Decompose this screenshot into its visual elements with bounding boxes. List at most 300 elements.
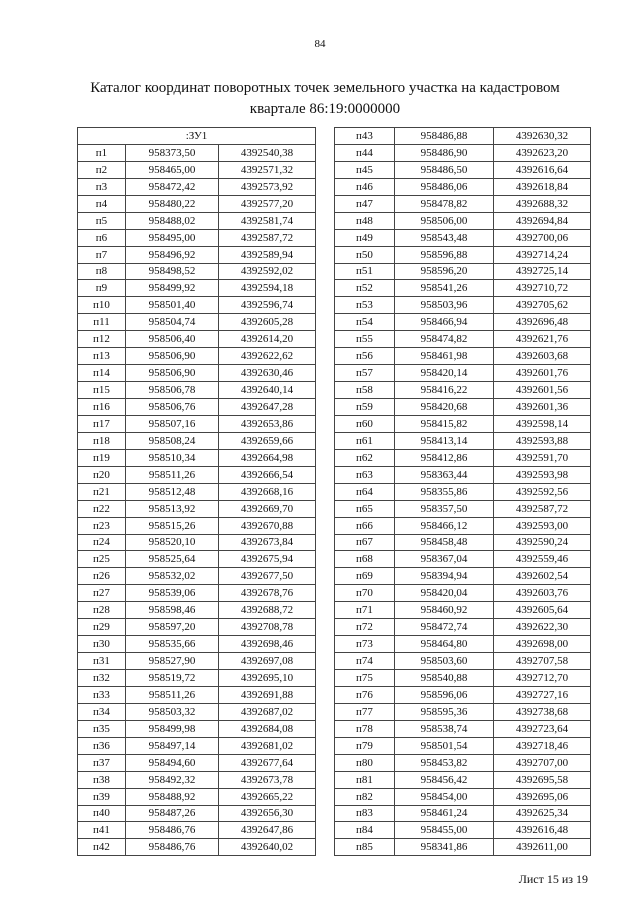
x-coordinate-cell: 958595,36 xyxy=(395,703,494,720)
x-coordinate-cell: 958513,92 xyxy=(126,500,219,517)
y-coordinate-cell: 4392581,74 xyxy=(219,212,316,229)
page-number: 84 xyxy=(314,38,326,50)
x-coordinate-cell: 958363,44 xyxy=(395,466,494,483)
y-coordinate-cell: 4392725,14 xyxy=(494,263,591,280)
x-coordinate-cell: 958464,80 xyxy=(395,636,494,653)
point-id-cell: п77 xyxy=(335,703,395,720)
point-id-cell: п25 xyxy=(78,551,126,568)
x-coordinate-cell: 958357,50 xyxy=(395,500,494,517)
x-coordinate-cell: 958461,98 xyxy=(395,348,494,365)
y-coordinate-cell: 4392603,76 xyxy=(494,585,591,602)
y-coordinate-cell: 4392587,72 xyxy=(494,500,591,517)
table-row xyxy=(335,653,591,670)
point-id-cell: п59 xyxy=(335,399,395,416)
table-row xyxy=(78,449,316,466)
x-coordinate-cell: 958543,48 xyxy=(395,229,494,246)
table-row xyxy=(78,822,316,839)
table-row xyxy=(335,415,591,432)
point-id-cell: п36 xyxy=(78,737,126,754)
table-row xyxy=(335,822,591,839)
point-id-cell: п49 xyxy=(335,229,395,246)
table-header-row xyxy=(78,128,316,145)
point-id-cell: п24 xyxy=(78,534,126,551)
point-id-cell: п56 xyxy=(335,348,395,365)
y-coordinate-cell: 4392684,08 xyxy=(219,720,316,737)
y-coordinate-cell: 4392653,86 xyxy=(219,415,316,432)
y-coordinate-cell: 4392601,36 xyxy=(494,399,591,416)
point-id-cell: п14 xyxy=(78,365,126,382)
x-coordinate-cell: 958504,74 xyxy=(126,314,219,331)
point-id-cell: п18 xyxy=(78,432,126,449)
table-row xyxy=(78,212,316,229)
x-coordinate-cell: 958506,90 xyxy=(126,365,219,382)
table-row xyxy=(78,500,316,517)
y-coordinate-cell: 4392688,32 xyxy=(494,195,591,212)
y-coordinate-cell: 4392670,88 xyxy=(219,517,316,534)
x-coordinate-cell: 958367,04 xyxy=(395,551,494,568)
table-row xyxy=(78,195,316,212)
x-coordinate-cell: 958506,90 xyxy=(126,348,219,365)
table-row xyxy=(335,280,591,297)
y-coordinate-cell: 4392698,46 xyxy=(219,636,316,653)
table-row xyxy=(78,754,316,771)
x-coordinate-cell: 958532,02 xyxy=(126,568,219,585)
y-coordinate-cell: 4392647,28 xyxy=(219,399,316,416)
table-row xyxy=(335,399,591,416)
x-coordinate-cell: 958510,34 xyxy=(126,449,219,466)
point-id-cell: п80 xyxy=(335,754,395,771)
point-id-cell: п64 xyxy=(335,483,395,500)
y-coordinate-cell: 4392677,64 xyxy=(219,754,316,771)
x-coordinate-cell: 958596,06 xyxy=(395,686,494,703)
table-row xyxy=(335,382,591,399)
x-coordinate-cell: 958494,60 xyxy=(126,754,219,771)
table-row xyxy=(78,737,316,754)
y-coordinate-cell: 4392605,28 xyxy=(219,314,316,331)
point-id-cell: п55 xyxy=(335,331,395,348)
table-row xyxy=(78,686,316,703)
x-coordinate-cell: 958455,00 xyxy=(395,822,494,839)
table-row xyxy=(78,415,316,432)
table-row xyxy=(78,619,316,636)
y-coordinate-cell: 4392659,66 xyxy=(219,432,316,449)
point-id-cell: п48 xyxy=(335,212,395,229)
x-coordinate-cell: 958355,86 xyxy=(395,483,494,500)
table-row xyxy=(335,703,591,720)
x-coordinate-cell: 958420,68 xyxy=(395,399,494,416)
x-coordinate-cell: 958474,82 xyxy=(395,331,494,348)
y-coordinate-cell: 4392611,00 xyxy=(494,839,591,856)
y-coordinate-cell: 4392656,30 xyxy=(219,805,316,822)
table-row xyxy=(78,280,316,297)
y-coordinate-cell: 4392678,76 xyxy=(219,585,316,602)
point-id-cell: п46 xyxy=(335,178,395,195)
point-id-cell: п71 xyxy=(335,602,395,619)
table-row xyxy=(78,144,316,161)
point-id-cell: п31 xyxy=(78,653,126,670)
y-coordinate-cell: 4392727,16 xyxy=(494,686,591,703)
point-id-cell: п35 xyxy=(78,720,126,737)
point-id-cell: п3 xyxy=(78,178,126,195)
y-coordinate-cell: 4392577,20 xyxy=(219,195,316,212)
x-coordinate-cell: 958472,42 xyxy=(126,178,219,195)
table-row xyxy=(78,432,316,449)
x-coordinate-cell: 958420,04 xyxy=(395,585,494,602)
x-coordinate-cell: 958486,06 xyxy=(395,178,494,195)
point-id-cell: п41 xyxy=(78,822,126,839)
x-coordinate-cell: 958495,00 xyxy=(126,229,219,246)
sheet-counter: Лист 15 из 19 xyxy=(518,872,588,886)
table-row xyxy=(78,636,316,653)
y-coordinate-cell: 4392559,46 xyxy=(494,551,591,568)
point-id-cell: п40 xyxy=(78,805,126,822)
table-row xyxy=(78,653,316,670)
y-coordinate-cell: 4392673,78 xyxy=(219,771,316,788)
table-row xyxy=(335,331,591,348)
table-row xyxy=(78,788,316,805)
x-coordinate-cell: 958598,46 xyxy=(126,602,219,619)
point-id-cell: п21 xyxy=(78,483,126,500)
y-coordinate-cell: 4392571,32 xyxy=(219,161,316,178)
table-row xyxy=(78,670,316,687)
point-id-cell: п69 xyxy=(335,568,395,585)
y-coordinate-cell: 4392587,72 xyxy=(219,229,316,246)
point-id-cell: п11 xyxy=(78,314,126,331)
y-coordinate-cell: 4392621,76 xyxy=(494,331,591,348)
point-id-cell: п51 xyxy=(335,263,395,280)
table-row xyxy=(335,466,591,483)
table-row xyxy=(78,263,316,280)
point-id-cell: п72 xyxy=(335,619,395,636)
x-coordinate-cell: 958472,74 xyxy=(395,619,494,636)
y-coordinate-cell: 4392665,22 xyxy=(219,788,316,805)
table-row xyxy=(335,212,591,229)
table-row xyxy=(78,771,316,788)
x-coordinate-cell: 958492,32 xyxy=(126,771,219,788)
x-coordinate-cell: 958527,90 xyxy=(126,653,219,670)
point-id-cell: п57 xyxy=(335,365,395,382)
y-coordinate-cell: 4392593,88 xyxy=(494,432,591,449)
point-id-cell: п61 xyxy=(335,432,395,449)
point-id-cell: п28 xyxy=(78,602,126,619)
table-row xyxy=(78,839,316,856)
table-row xyxy=(78,805,316,822)
x-coordinate-cell: 958341,86 xyxy=(395,839,494,856)
y-coordinate-cell: 4392622,62 xyxy=(219,348,316,365)
x-coordinate-cell: 958487,26 xyxy=(126,805,219,822)
x-coordinate-cell: 958486,76 xyxy=(126,822,219,839)
y-coordinate-cell: 4392640,14 xyxy=(219,382,316,399)
point-id-cell: п45 xyxy=(335,161,395,178)
x-coordinate-cell: 958541,26 xyxy=(395,280,494,297)
y-coordinate-cell: 4392594,18 xyxy=(219,280,316,297)
x-coordinate-cell: 958461,24 xyxy=(395,805,494,822)
y-coordinate-cell: 4392694,84 xyxy=(494,212,591,229)
table-row xyxy=(78,483,316,500)
point-id-cell: п60 xyxy=(335,415,395,432)
point-id-cell: п73 xyxy=(335,636,395,653)
point-id-cell: п37 xyxy=(78,754,126,771)
x-coordinate-cell: 958488,02 xyxy=(126,212,219,229)
table-row xyxy=(78,466,316,483)
x-coordinate-cell: 958503,60 xyxy=(395,653,494,670)
y-coordinate-cell: 4392602,54 xyxy=(494,568,591,585)
y-coordinate-cell: 4392640,02 xyxy=(219,839,316,856)
table-row xyxy=(335,246,591,263)
table-row xyxy=(335,551,591,568)
table-row xyxy=(335,619,591,636)
point-id-cell: п12 xyxy=(78,331,126,348)
x-coordinate-cell: 958507,16 xyxy=(126,415,219,432)
y-coordinate-cell: 4392592,02 xyxy=(219,263,316,280)
table-row xyxy=(335,297,591,314)
point-id-cell: п34 xyxy=(78,703,126,720)
table-row xyxy=(335,737,591,754)
x-coordinate-cell: 958538,74 xyxy=(395,720,494,737)
y-coordinate-cell: 4392688,72 xyxy=(219,602,316,619)
table-row xyxy=(335,636,591,653)
x-coordinate-cell: 958466,12 xyxy=(395,517,494,534)
table-row xyxy=(335,517,591,534)
point-id-cell: п8 xyxy=(78,263,126,280)
table-row xyxy=(335,263,591,280)
y-coordinate-cell: 4392603,68 xyxy=(494,348,591,365)
table-row xyxy=(335,195,591,212)
table-row xyxy=(335,720,591,737)
table-row xyxy=(78,348,316,365)
point-id-cell: п27 xyxy=(78,585,126,602)
table-row xyxy=(335,788,591,805)
x-coordinate-cell: 958525,64 xyxy=(126,551,219,568)
x-coordinate-cell: 958535,66 xyxy=(126,636,219,653)
x-coordinate-cell: 958506,76 xyxy=(126,399,219,416)
x-coordinate-cell: 958540,88 xyxy=(395,670,494,687)
point-id-cell: п10 xyxy=(78,297,126,314)
y-coordinate-cell: 4392647,86 xyxy=(219,822,316,839)
y-coordinate-cell: 4392714,24 xyxy=(494,246,591,263)
x-coordinate-cell: 958501,54 xyxy=(395,737,494,754)
x-coordinate-cell: 958499,92 xyxy=(126,280,219,297)
x-coordinate-cell: 958453,82 xyxy=(395,754,494,771)
point-id-cell: п4 xyxy=(78,195,126,212)
point-id-cell: п13 xyxy=(78,348,126,365)
y-coordinate-cell: 4392618,84 xyxy=(494,178,591,195)
y-coordinate-cell: 4392708,78 xyxy=(219,619,316,636)
y-coordinate-cell: 4392598,14 xyxy=(494,415,591,432)
y-coordinate-cell: 4392590,24 xyxy=(494,534,591,551)
x-coordinate-cell: 958373,50 xyxy=(126,144,219,161)
point-id-cell: п70 xyxy=(335,585,395,602)
table-row xyxy=(335,348,591,365)
x-coordinate-cell: 958498,52 xyxy=(126,263,219,280)
point-id-cell: п54 xyxy=(335,314,395,331)
y-coordinate-cell: 4392623,20 xyxy=(494,144,591,161)
y-coordinate-cell: 4392601,76 xyxy=(494,365,591,382)
y-coordinate-cell: 4392696,48 xyxy=(494,314,591,331)
table-row xyxy=(335,771,591,788)
table-row xyxy=(335,144,591,161)
y-coordinate-cell: 4392592,56 xyxy=(494,483,591,500)
y-coordinate-cell: 4392705,62 xyxy=(494,297,591,314)
table-row xyxy=(335,178,591,195)
y-coordinate-cell: 4392677,50 xyxy=(219,568,316,585)
table-row xyxy=(78,297,316,314)
x-coordinate-cell: 958515,26 xyxy=(126,517,219,534)
y-coordinate-cell: 4392616,64 xyxy=(494,161,591,178)
point-id-cell: п23 xyxy=(78,517,126,534)
y-coordinate-cell: 4392718,46 xyxy=(494,737,591,754)
y-coordinate-cell: 4392540,38 xyxy=(219,144,316,161)
point-id-cell: п52 xyxy=(335,280,395,297)
x-coordinate-cell: 958486,88 xyxy=(395,128,494,145)
x-coordinate-cell: 958454,00 xyxy=(395,788,494,805)
y-coordinate-cell: 4392673,84 xyxy=(219,534,316,551)
table-row xyxy=(78,399,316,416)
y-coordinate-cell: 4392698,00 xyxy=(494,636,591,653)
x-coordinate-cell: 958478,82 xyxy=(395,195,494,212)
point-id-cell: п84 xyxy=(335,822,395,839)
y-coordinate-cell: 4392738,68 xyxy=(494,703,591,720)
table-row xyxy=(78,161,316,178)
y-coordinate-cell: 4392697,08 xyxy=(219,653,316,670)
x-coordinate-cell: 958511,26 xyxy=(126,466,219,483)
table-row xyxy=(335,432,591,449)
x-coordinate-cell: 958512,48 xyxy=(126,483,219,500)
point-id-cell: п50 xyxy=(335,246,395,263)
x-coordinate-cell: 958415,82 xyxy=(395,415,494,432)
point-id-cell: п47 xyxy=(335,195,395,212)
point-id-cell: п76 xyxy=(335,686,395,703)
table-row xyxy=(335,161,591,178)
x-coordinate-cell: 958597,20 xyxy=(126,619,219,636)
point-id-cell: п67 xyxy=(335,534,395,551)
point-id-cell: п19 xyxy=(78,449,126,466)
table-row xyxy=(78,534,316,551)
table-row xyxy=(335,805,591,822)
x-coordinate-cell: 958506,40 xyxy=(126,331,219,348)
x-coordinate-cell: 958596,20 xyxy=(395,263,494,280)
table-row xyxy=(78,246,316,263)
point-id-cell: п62 xyxy=(335,449,395,466)
table-row xyxy=(78,517,316,534)
x-coordinate-cell: 958596,88 xyxy=(395,246,494,263)
coordinates-table-left xyxy=(77,127,316,856)
y-coordinate-cell: 4392669,70 xyxy=(219,500,316,517)
y-coordinate-cell: 4392668,16 xyxy=(219,483,316,500)
point-id-cell: п32 xyxy=(78,670,126,687)
y-coordinate-cell: 4392630,32 xyxy=(494,128,591,145)
point-id-cell: п2 xyxy=(78,161,126,178)
y-coordinate-cell: 4392614,20 xyxy=(219,331,316,348)
point-id-cell: п68 xyxy=(335,551,395,568)
point-id-cell: п44 xyxy=(335,144,395,161)
table-row xyxy=(78,585,316,602)
x-coordinate-cell: 958465,00 xyxy=(126,161,219,178)
x-coordinate-cell: 958499,98 xyxy=(126,720,219,737)
point-id-cell: п83 xyxy=(335,805,395,822)
y-coordinate-cell: 4392630,46 xyxy=(219,365,316,382)
x-coordinate-cell: 958412,86 xyxy=(395,449,494,466)
x-coordinate-cell: 958486,76 xyxy=(126,839,219,856)
y-coordinate-cell: 4392666,54 xyxy=(219,466,316,483)
y-coordinate-cell: 4392664,98 xyxy=(219,449,316,466)
table-row xyxy=(335,585,591,602)
table-row xyxy=(335,670,591,687)
x-coordinate-cell: 958520,10 xyxy=(126,534,219,551)
y-coordinate-cell: 4392707,58 xyxy=(494,653,591,670)
y-coordinate-cell: 4392622,30 xyxy=(494,619,591,636)
x-coordinate-cell: 958503,32 xyxy=(126,703,219,720)
x-coordinate-cell: 958456,42 xyxy=(395,771,494,788)
point-id-cell: п82 xyxy=(335,788,395,805)
y-coordinate-cell: 4392596,74 xyxy=(219,297,316,314)
x-coordinate-cell: 958497,14 xyxy=(126,737,219,754)
point-id-cell: п78 xyxy=(335,720,395,737)
x-coordinate-cell: 958519,72 xyxy=(126,670,219,687)
x-coordinate-cell: 958460,92 xyxy=(395,602,494,619)
y-coordinate-cell: 4392700,06 xyxy=(494,229,591,246)
table-row xyxy=(78,365,316,382)
point-id-cell: п85 xyxy=(335,839,395,856)
x-coordinate-cell: 958503,96 xyxy=(395,297,494,314)
y-coordinate-cell: 4392601,56 xyxy=(494,382,591,399)
point-id-cell: п66 xyxy=(335,517,395,534)
point-id-cell: п42 xyxy=(78,839,126,856)
x-coordinate-cell: 958466,94 xyxy=(395,314,494,331)
y-coordinate-cell: 4392616,48 xyxy=(494,822,591,839)
y-coordinate-cell: 4392712,70 xyxy=(494,670,591,687)
table-row xyxy=(335,449,591,466)
table-row xyxy=(78,703,316,720)
table-row xyxy=(335,314,591,331)
point-id-cell: п6 xyxy=(78,229,126,246)
y-coordinate-cell: 4392593,00 xyxy=(494,517,591,534)
y-coordinate-cell: 4392589,94 xyxy=(219,246,316,263)
parcel-label: :ЗУ1 xyxy=(78,128,316,145)
y-coordinate-cell: 4392593,98 xyxy=(494,466,591,483)
table-row xyxy=(335,568,591,585)
point-id-cell: п39 xyxy=(78,788,126,805)
point-id-cell: п81 xyxy=(335,771,395,788)
point-id-cell: п17 xyxy=(78,415,126,432)
table-row xyxy=(335,229,591,246)
page-title xyxy=(60,78,590,120)
point-id-cell: п79 xyxy=(335,737,395,754)
point-id-cell: п7 xyxy=(78,246,126,263)
table-row xyxy=(78,178,316,195)
table-row xyxy=(335,365,591,382)
y-coordinate-cell: 4392675,94 xyxy=(219,551,316,568)
y-coordinate-cell: 4392681,02 xyxy=(219,737,316,754)
point-id-cell: п53 xyxy=(335,297,395,314)
table-row xyxy=(78,602,316,619)
point-id-cell: п16 xyxy=(78,399,126,416)
point-id-cell: п58 xyxy=(335,382,395,399)
point-id-cell: п43 xyxy=(335,128,395,145)
y-coordinate-cell: 4392707,00 xyxy=(494,754,591,771)
table-row xyxy=(78,382,316,399)
point-id-cell: п9 xyxy=(78,280,126,297)
y-coordinate-cell: 4392695,58 xyxy=(494,771,591,788)
point-id-cell: п20 xyxy=(78,466,126,483)
y-coordinate-cell: 4392695,10 xyxy=(219,670,316,687)
table-row xyxy=(335,754,591,771)
table-row xyxy=(335,500,591,517)
point-id-cell: п15 xyxy=(78,382,126,399)
point-id-cell: п1 xyxy=(78,144,126,161)
y-coordinate-cell: 4392605,64 xyxy=(494,602,591,619)
y-coordinate-cell: 4392723,64 xyxy=(494,720,591,737)
